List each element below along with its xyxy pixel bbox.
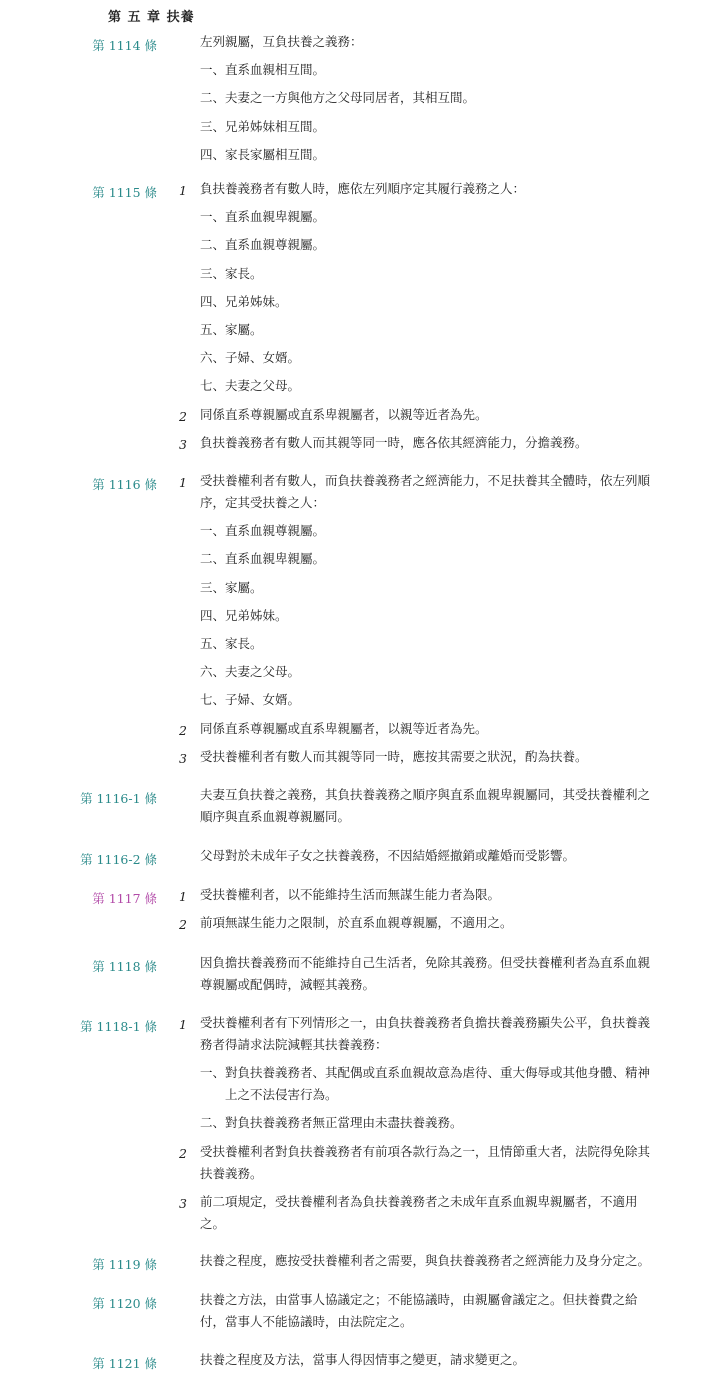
article-text-line: 務者得請求法院減輕其扶養義務： [200, 1037, 388, 1052]
paragraph-number: 2 [179, 1145, 187, 1161]
article-text-line: 受扶養權利者有數人，而負扶養義務者之經濟能力，不足扶養其全體時，依左列順 [200, 473, 651, 488]
article-text-line: 七、夫妻之父母。 [200, 378, 301, 394]
paragraph-number: 1 [179, 1017, 187, 1032]
article-number-link[interactable]: 第 1118-1 條 [80, 1019, 157, 1034]
article-text-line: 二、夫妻之一方與他方之父母同居者，其相互間。 [200, 90, 476, 106]
article-text-line: 受扶養權利者對負扶養義務者有前項各款行為之一，且情節重大者，法院得免除其 [200, 1143, 651, 1159]
article-text-line: 前二項規定，受扶養權利者為負扶養義務者之未成年直系血親卑親屬者，不適用 [200, 1193, 638, 1209]
article-text-line: 三、家屬。 [200, 579, 263, 595]
article-text-line: 扶養之程度及方法，當事人得因情事之變更，請求變更之。 [200, 1352, 526, 1367]
paragraph-number: 1 [179, 183, 187, 198]
paragraph-number: 3 [179, 1195, 187, 1211]
article-text-line: 之。 [200, 1215, 226, 1231]
article-number-link[interactable]: 第 1116-1 條 [80, 791, 157, 806]
article-number-link[interactable]: 第 1115 條 [92, 185, 157, 200]
article-text-line: 扶養之方法，由當事人協議定之；不能協議時，由親屬會議定之。但扶養費之給 [200, 1292, 638, 1307]
article-text-line: 二、直系血親卑親屬。 [200, 551, 326, 567]
article-text-line: 一、直系血親卑親屬。 [200, 209, 326, 225]
article-text-line: 二、直系血親尊親屬。 [200, 237, 326, 253]
article-text-line: 一、對負扶養義務者、其配偶或直系血親故意為虐待、重大侮辱或其他身體、精神 [200, 1065, 651, 1081]
article-number-link[interactable]: 第 1116-2 條 [80, 852, 157, 867]
article-text-line: 左列親屬，互負扶養之義務： [200, 34, 363, 49]
paragraph-number: 1 [179, 475, 187, 490]
article-number-link[interactable]: 第 1114 條 [92, 38, 157, 53]
article-text-line: 負扶養義務者有數人時，應依左列順序定其履行義務之人： [200, 181, 526, 196]
article-text-line: 受扶養權利者有數人而其親等同一時，應按其需要之狀況，酌為扶養。 [200, 748, 588, 764]
article-text-line: 負扶養義務者有數人而其親等同一時，應各依其經濟能力，分擔義務。 [200, 434, 588, 450]
article-text-line: 上之不法侵害行為。 [200, 1087, 338, 1103]
article-number-link[interactable]: 第 1120 條 [92, 1296, 157, 1311]
chapter-title: 第 五 章 扶養 [108, 10, 195, 25]
article-text-line: 三、家長。 [200, 265, 263, 281]
article-text-line: 同係直系尊親屬或直系卑親屬者，以親等近者為先。 [200, 406, 488, 422]
article-text-line: 順序與直系血親尊親屬同。 [200, 809, 351, 824]
article-text-line: 因負擔扶養義務而不能維持自己生活者，免除其義務。但受扶養權利者為直系血親 [200, 955, 651, 970]
article-text-line: 四、兄弟姊妹。 [200, 293, 288, 309]
article-text-line: 扶養義務。 [200, 1165, 263, 1181]
article-number-link[interactable]: 第 1121 條 [92, 1356, 157, 1371]
article-text-line: 四、兄弟姊妹。 [200, 607, 288, 623]
paragraph-number: 2 [179, 408, 187, 424]
article-text-line: 扶養之程度，應按受扶養權利者之需要，與負扶養義務者之經濟能力及身分定之。 [200, 1253, 651, 1268]
article-number-link[interactable]: 第 1116 條 [92, 477, 157, 492]
paragraph-number: 2 [179, 722, 187, 738]
article-text-line: 四、家長家屬相互間。 [200, 146, 326, 162]
paragraph-number: 1 [179, 889, 187, 904]
paragraph-number: 2 [179, 917, 187, 933]
paragraph-number: 3 [179, 750, 187, 766]
article-text-line: 三、兄弟姊妹相互間。 [200, 118, 326, 134]
article-text-line: 五、家長。 [200, 636, 263, 651]
article-number-link[interactable]: 第 1118 條 [92, 959, 157, 974]
article-text-line: 六、子婦、女婿。 [200, 350, 301, 366]
article-text-line: 二、對負扶養義務者無正當理由未盡扶養義務。 [200, 1115, 463, 1131]
article-text-line: 夫妻互負扶養之義務，其負扶養義務之順序與直系血親卑親屬同，其受扶養權利之 [200, 787, 651, 802]
article-text-line: 七、子婦、女婿。 [200, 692, 301, 708]
article-text-line: 一、直系血親相互間。 [200, 62, 326, 78]
article-number-link[interactable]: 第 1117 條 [92, 891, 157, 906]
article-text-line: 同係直系尊親屬或直系卑親屬者，以親等近者為先。 [200, 720, 488, 736]
paragraph-number: 3 [179, 436, 187, 452]
article-text-line: 六、夫妻之父母。 [200, 664, 301, 680]
article-text-line: 前項無謀生能力之限制，於直系血親尊親屬，不適用之。 [200, 915, 513, 931]
article-text-line: 尊親屬或配偶時，減輕其義務。 [200, 977, 376, 992]
article-text-line: 父母對於未成年子女之扶養義務，不因結婚經撤銷或離婚而受影響。 [200, 848, 576, 863]
article-text-line: 受扶養權利者，以不能維持生活而無謀生能力者為限。 [200, 887, 501, 902]
article-text-line: 一、直系血親尊親屬。 [200, 523, 326, 539]
article-text-line: 序，定其受扶養之人： [200, 495, 326, 510]
article-text-line: 付，當事人不能協議時，由法院定之。 [200, 1314, 413, 1329]
article-text-line: 五、家屬。 [200, 322, 263, 337]
article-number-link[interactable]: 第 1119 條 [92, 1257, 157, 1272]
article-text-line: 受扶養權利者有下列情形之一，由負扶養義務者負擔扶養義務顯失公平，負扶養義 [200, 1015, 651, 1030]
